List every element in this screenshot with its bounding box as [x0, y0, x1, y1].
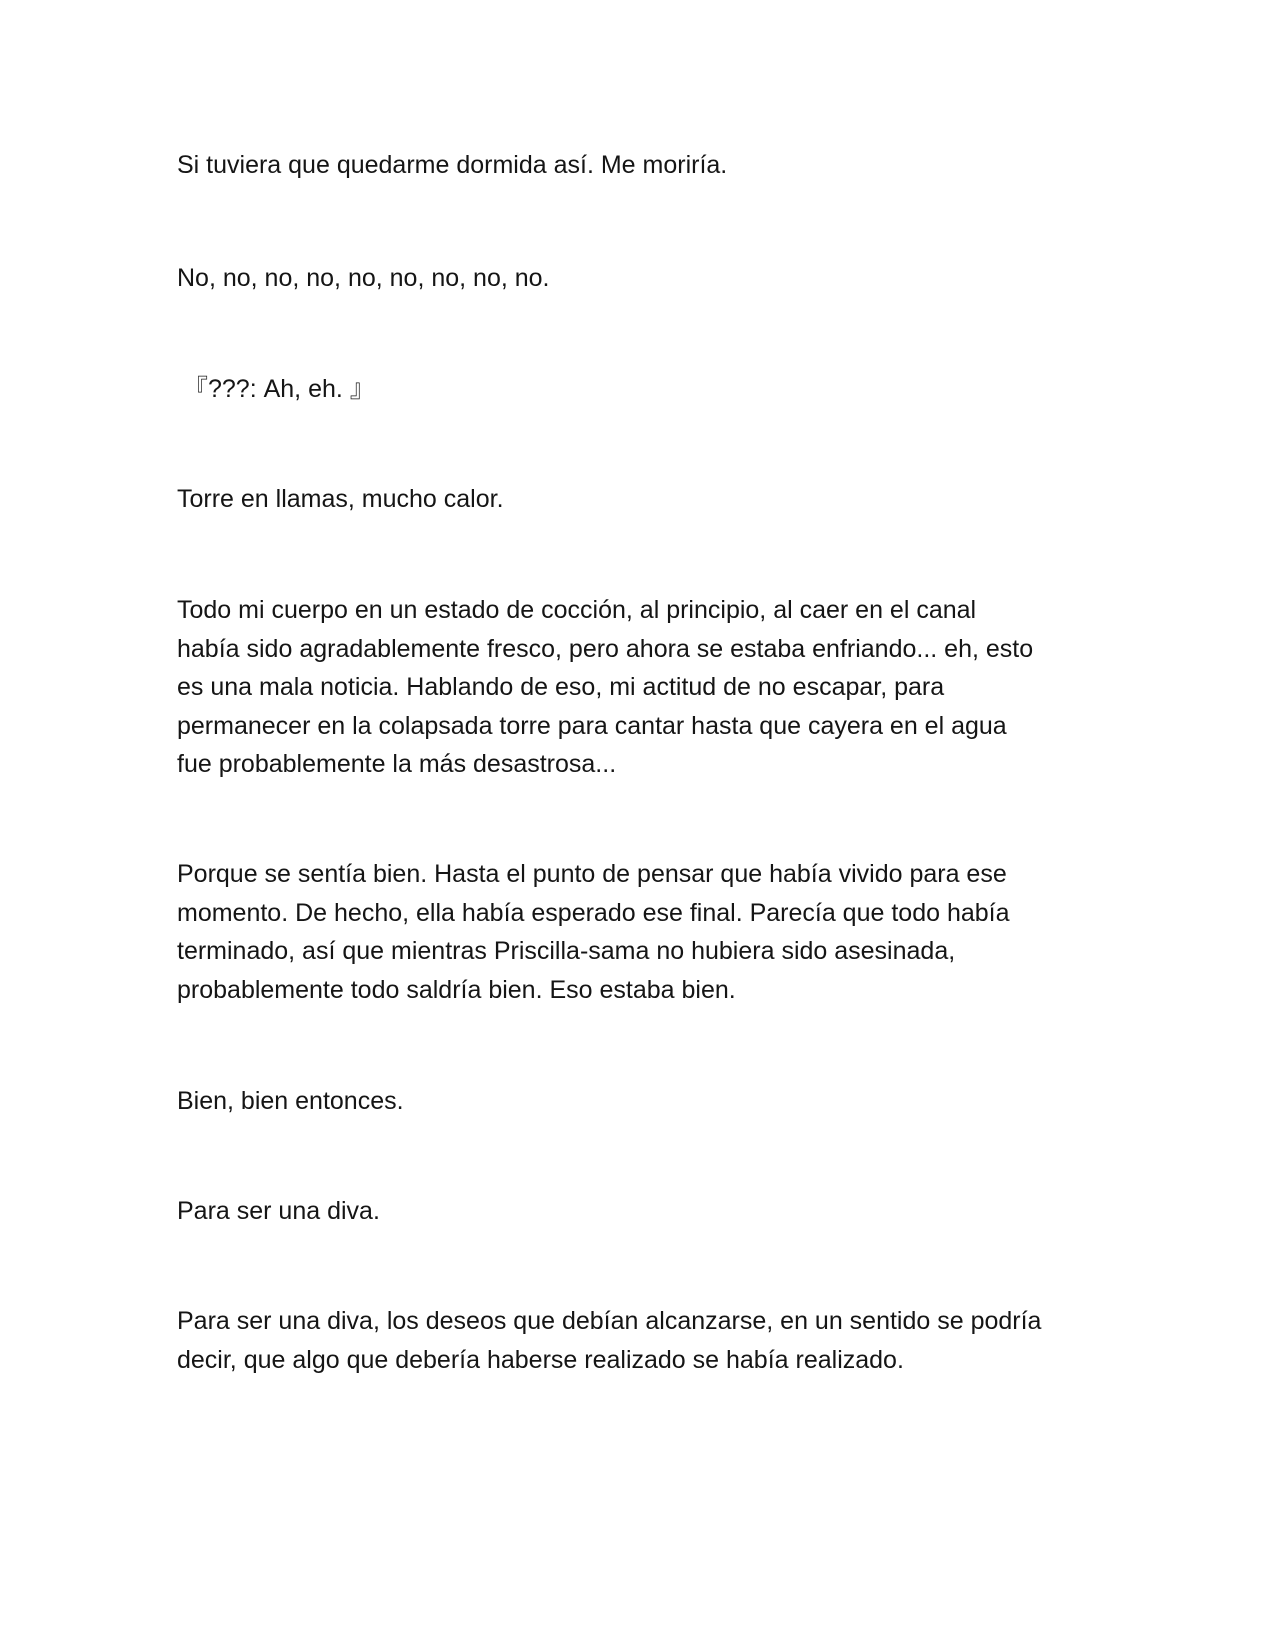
paragraph: Todo mi cuerpo en un estado de cocción, al principio, al caer en el canal había sido agradablemente fresco, pero ahora se estaba enfriando... eh, esto es una mala noticia. Hablando de eso, mi actitud de no escapar, para permanecer en la colapsada torre para cantar hasta que cayera en el agua fue probablemente la más desastrosa... [177, 596, 1034, 778]
paragraph: Para ser una diva. [177, 1197, 380, 1225]
paragraph: No, no, no, no, no, no, no, no, no. [177, 264, 550, 292]
paragraph: Torre en llamas, mucho calor. [177, 485, 504, 513]
paragraph: Porque se sentía bien. Hasta el punto de pensar que había vivido para ese momento. De hecho, ella había esperado ese final. Parecía que todo había terminado, así que mientras Priscilla-sama no hubiera sido asesinada, probablemente todo saldría bien. Eso estaba bien. [177, 860, 1010, 1004]
dialogue-line: 『???: Ah, eh. 』 [183, 375, 375, 403]
paragraph: Si tuviera que quedarme dormida así. Me moriría. [177, 151, 728, 179]
paragraph: Bien, bien entonces. [177, 1087, 404, 1115]
paragraph: Para ser una diva, los deseos que debían alcanzarse, en un sentido se podría decir, que algo que debería haberse realizado se había realizado. [177, 1307, 1042, 1374]
